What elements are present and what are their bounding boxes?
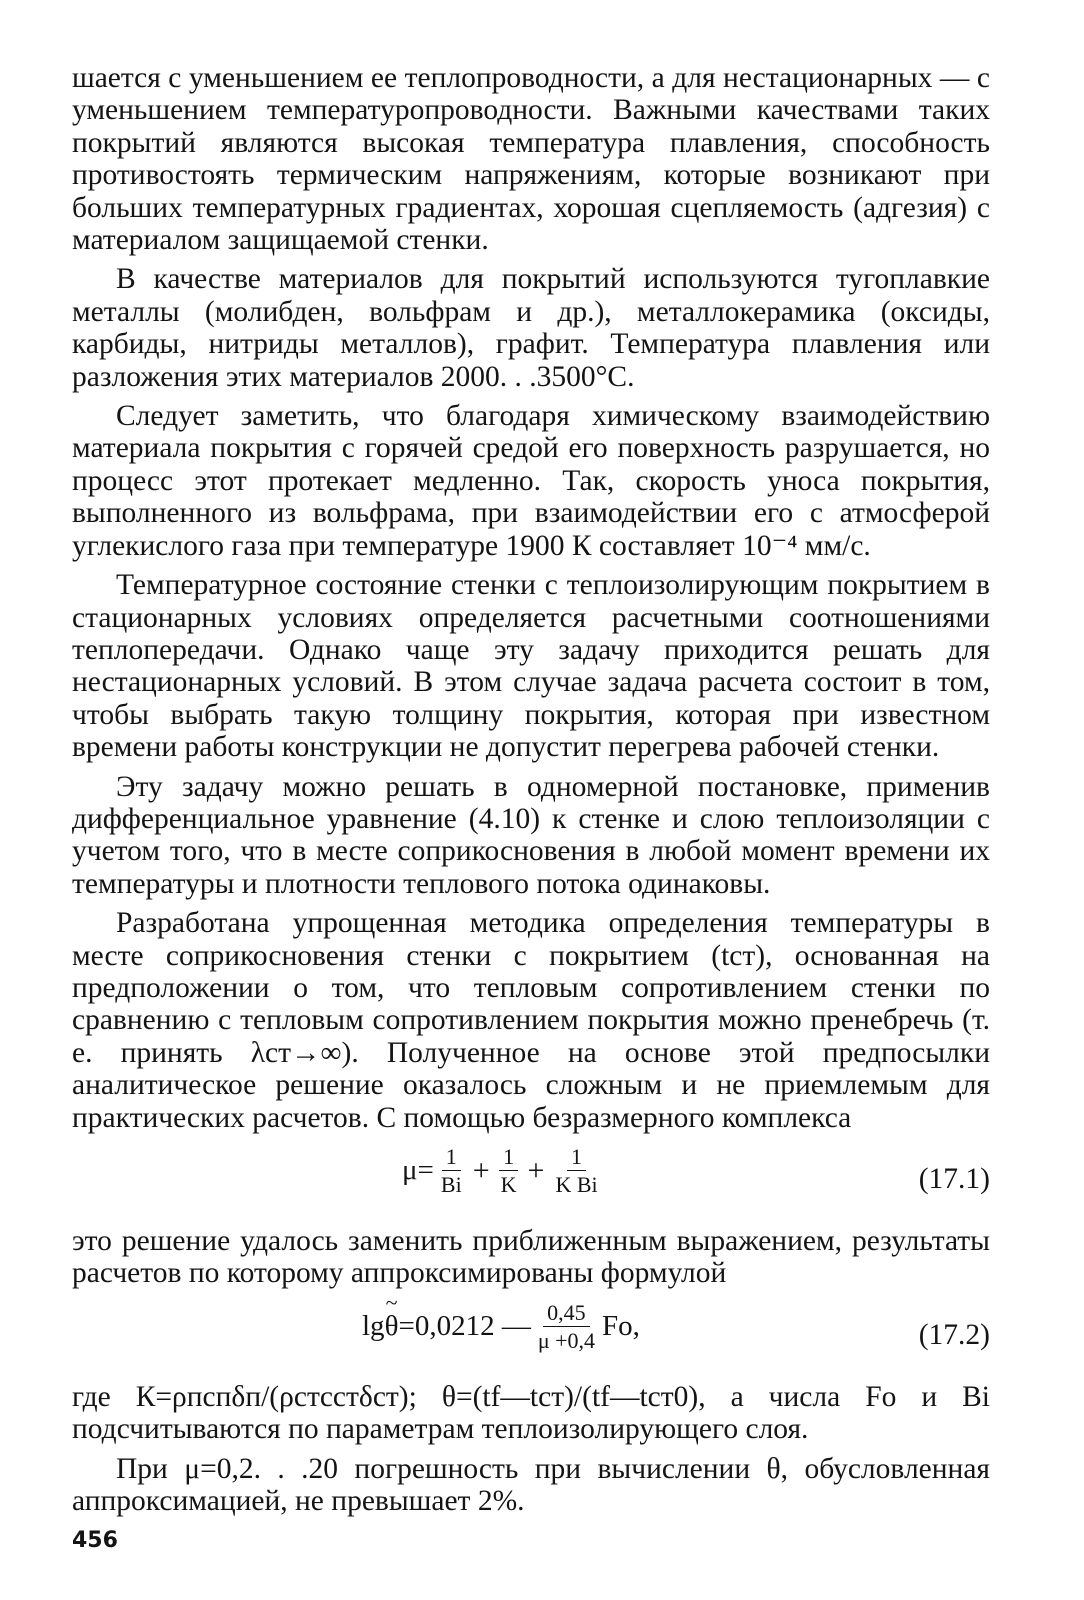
- formula-lhs: μ=: [402, 1154, 434, 1187]
- plus-sign: +: [527, 1153, 545, 1187]
- page-number: 456: [72, 1528, 118, 1553]
- paragraph: это решение удалось заменить приближенным выражением, результаты расчетов по которому аппроксимированы формулой: [72, 1225, 990, 1290]
- formula-lg: lg: [362, 1309, 385, 1342]
- fraction-denominator: μ +0,4: [537, 1327, 596, 1353]
- fraction-term: [534, 1301, 599, 1352]
- paragraph: Температурное состояние стенки с теплоизолирующим покрытием в стационарных условиях определяется расчетными соотношениями теплопередачи. Однако чаще эту задачу приходится решать для нестационарных условий. В этом случае задача расчета состоит в том, чтобы выбрать такую толщину покрытия, которая при известном времени работы конструкции не допустит перегрева рабочей стенки.: [72, 569, 990, 764]
- formula-tail: Fo,: [602, 1309, 640, 1342]
- formula-expression: [362, 1301, 640, 1352]
- fraction-numerator: 1: [499, 1145, 518, 1171]
- equation-number: (17.2): [918, 1318, 990, 1351]
- plus-sign: +: [472, 1153, 490, 1187]
- fraction-denominator: Bi: [440, 1172, 462, 1198]
- paragraph: шается с уменьшением ее теплопроводности, а для нестационарных — с уменьшением температуропроводности. Важными качествами таких покрытий являются высокая температура плавления, способность противостоять термическим напряжениям, которые возникают при больших температурных градиентах, хорошая сцепляемость (адгезия) с материалом защищаемой стенки.: [72, 62, 990, 257]
- body-text: [72, 62, 990, 1524]
- equation-number: (17.1): [918, 1163, 990, 1195]
- paragraph: Разработана упрощенная методика определения температуры в месте соприкосновения стенки с покрытием (tст), основанная на предположении о том, что тепловым сопротивлением стенки по сравнению с тепловым сопротивлением покрытия можно пренебречь (т. е. принять λст→∞). Полученное на основе этой предпосылки аналитическое решение оказалось сложным и не приемлемым для практических расчетов. С помощью безразмерного комплекса: [72, 907, 990, 1134]
- paragraph: где К=ρпcпδп/(ρстcстδст); θ=(tf—tст)/(tf—tст0), а числа Fo и Bi подсчитываются по параметрам теплоизолирующего слоя.: [72, 1380, 990, 1446]
- formula-17-1: [72, 1141, 990, 1221]
- fraction-term: [551, 1145, 601, 1196]
- fraction-denominator: K Bi: [555, 1172, 598, 1198]
- fraction-term: [437, 1145, 466, 1196]
- paragraph: Эту задачу можно решать в одномерной постановке, применив дифференциальное уравнение (4.10) к стенке и слою теплоизоляции с учетом того, что в месте соприкосновения в любой момент времени их температуры и плотности теплового потока одинаковы.: [72, 770, 990, 900]
- formula-expression: [402, 1145, 605, 1196]
- paragraph: Следует заметить, что благодаря химическому взаимодействию материала покрытия с горячей средой его поверхность разрушается, но процесс этот протекает медленно. Так, скорость уноса покрытия, выполненного из вольфрама, при взаимодействии его с атмосферой углекислого газа при температуре 1900 К составляет 10⁻⁴ мм/с.: [72, 400, 990, 562]
- formula-17-2: [72, 1297, 990, 1377]
- formula-constant: =0,0212 —: [398, 1309, 531, 1342]
- paragraph: В качестве материалов для покрытий используются тугоплавкие металлы (молибден, вольфрам и др.), металлокерамика (оксиды, карбиды, нитриды металлов), графит. Температура плавления или разложения этих материалов 2000. . .3500°C.: [72, 263, 990, 393]
- fraction-term: [497, 1145, 521, 1196]
- fraction-denominator: K: [500, 1172, 517, 1198]
- fraction-numerator: 0,45: [543, 1301, 590, 1327]
- paragraph: При μ=0,2. . .20 погрешность при вычислении θ, обусловленная аппроксимацией, не превышает 2%.: [72, 1452, 990, 1518]
- fraction-numerator: 1: [567, 1145, 586, 1171]
- fraction-numerator: 1: [442, 1145, 461, 1171]
- theta-tilde: ~ θ: [385, 1312, 399, 1341]
